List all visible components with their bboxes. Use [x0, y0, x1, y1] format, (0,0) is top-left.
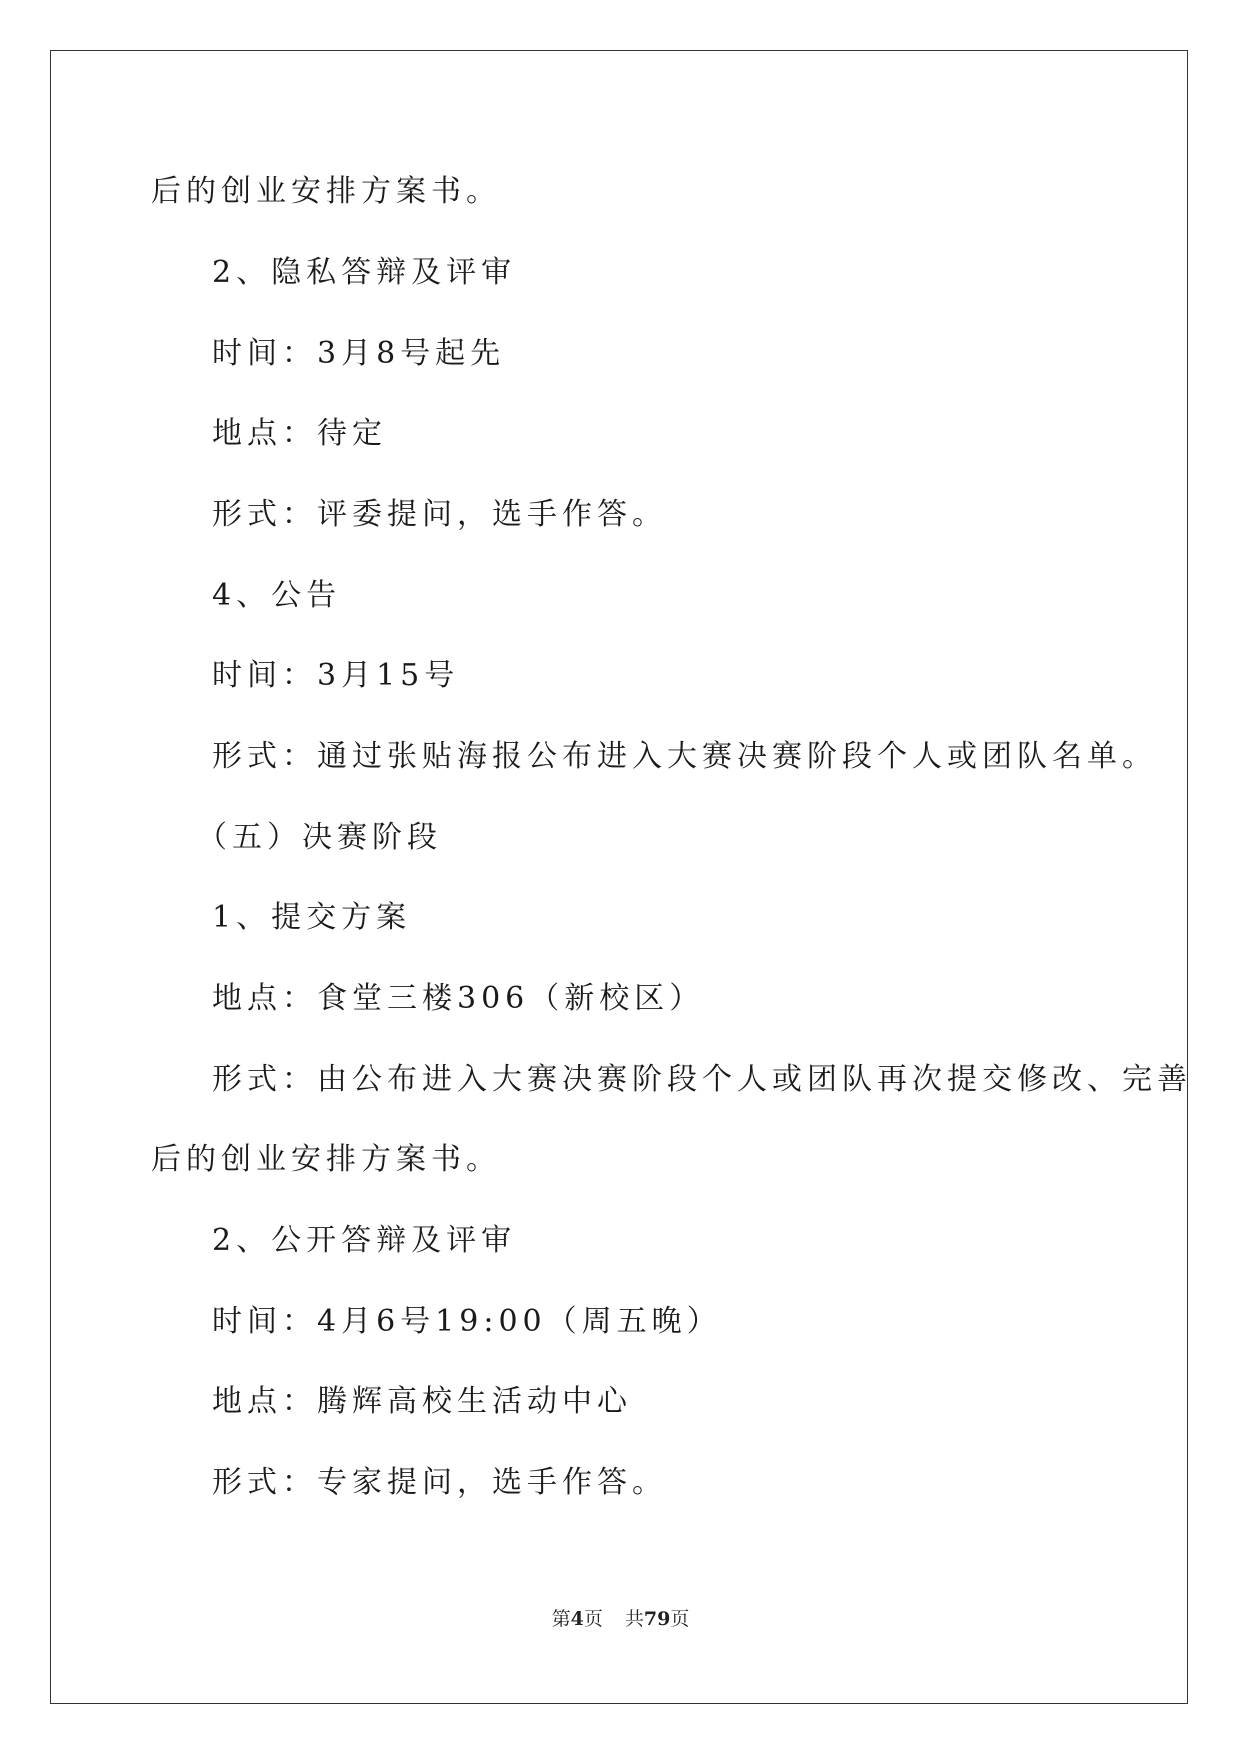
submit-plan-format-cont: 后的创业安排方案书。: [151, 1142, 501, 1177]
submit-plan-location: 地点：食堂三楼306（新校区）: [212, 981, 705, 1016]
page-total: 共79页: [624, 1608, 690, 1630]
page-border: [50, 50, 1188, 1704]
page-number: 第4页: [551, 1608, 603, 1630]
heading-private-defense: 2、隐私答辩及评审: [212, 255, 517, 290]
section-heading-finals: （五）决赛阶段: [197, 820, 442, 855]
paragraph-continuation: 后的创业安排方案书。: [151, 174, 501, 209]
announcement-format: 形式：通过张贴海报公布进入大赛决赛阶段个人或团队名单。: [212, 739, 1157, 774]
public-defense-time: 时间：4月6号19:00（周五晚）: [212, 1304, 722, 1339]
heading-submit-plan: 1、提交方案: [212, 900, 412, 935]
public-defense-location: 地点：腾辉高校生活动中心: [212, 1384, 632, 1419]
private-defense-time: 时间：3月8号起先: [212, 336, 506, 371]
submit-plan-format: 形式：由公布进入大赛决赛阶段个人或团队再次提交修改、完善: [212, 1062, 1192, 1097]
public-defense-format: 形式：专家提问，选手作答。: [212, 1465, 667, 1500]
announcement-time: 时间：3月15号: [212, 658, 460, 693]
heading-public-defense: 2、公开答辩及评审: [212, 1223, 517, 1258]
page-footer: [0, 1607, 1241, 1631]
private-defense-format: 形式：评委提问，选手作答。: [212, 497, 667, 532]
heading-announcement: 4、公告: [212, 578, 342, 613]
private-defense-location: 地点：待定: [212, 416, 387, 451]
